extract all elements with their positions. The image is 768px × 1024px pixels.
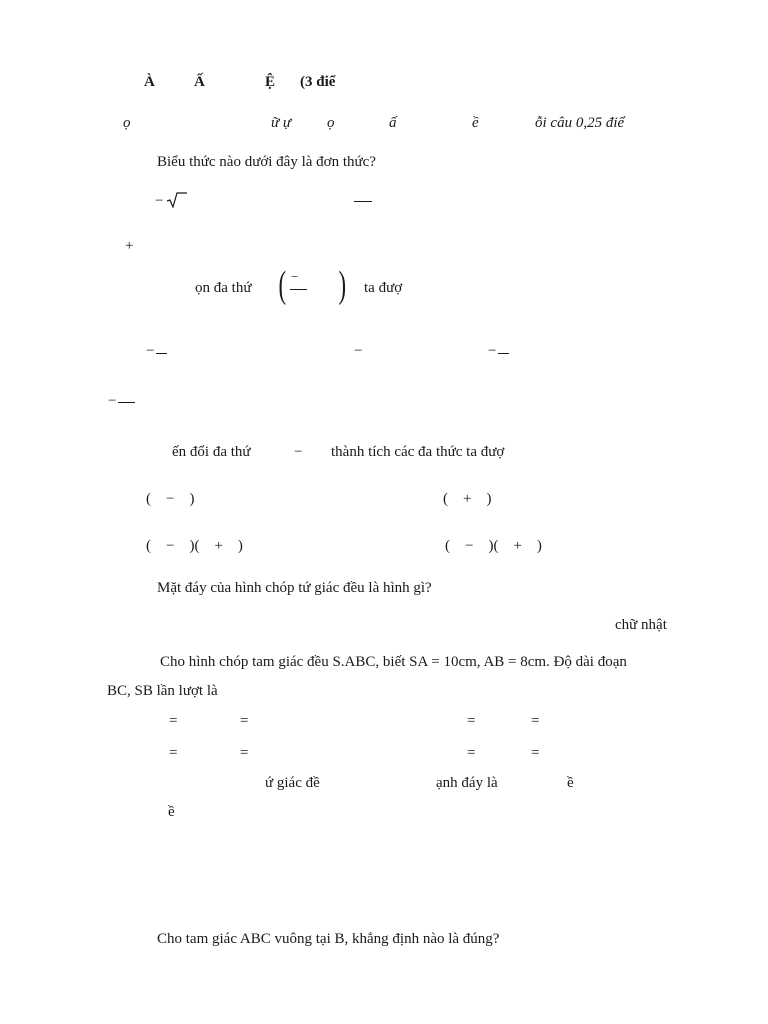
question-stem-line-2: BC, SB lần lượt là bbox=[107, 683, 218, 699]
question-stem-part: ạnh đáy là bbox=[436, 775, 498, 791]
option-text: chữ nhật bbox=[615, 617, 667, 633]
left-paren: ( bbox=[278, 264, 287, 306]
question-stem-part: ứ giác đề bbox=[265, 775, 320, 791]
heading-fragment: Ấ bbox=[194, 74, 205, 90]
fraction-minus: − bbox=[291, 269, 299, 284]
option-a-minus: − bbox=[146, 343, 155, 359]
equals-sign: = bbox=[169, 745, 178, 761]
question-stem-part: ề bbox=[567, 775, 574, 791]
question-stem: Biểu thức nào dưới đây là đơn thức? bbox=[157, 154, 376, 170]
equals-sign: = bbox=[467, 713, 476, 729]
question-stem-minus: − bbox=[294, 444, 303, 460]
fraction-bar bbox=[290, 289, 307, 290]
question-stem: Mặt đáy của hình chóp tứ giác đều là hình gì? bbox=[157, 580, 432, 596]
heading-fragment: À bbox=[144, 74, 155, 90]
option-b: ( + ) bbox=[443, 491, 492, 507]
option-c-plus: + bbox=[125, 238, 134, 254]
equals-sign: = bbox=[169, 713, 178, 729]
option-c-minus: − bbox=[488, 343, 497, 359]
equals-sign: = bbox=[240, 713, 249, 729]
equals-sign: = bbox=[531, 745, 540, 761]
option-a: ( − ) bbox=[146, 491, 195, 507]
equals-sign: = bbox=[467, 745, 476, 761]
heading-fragment: Ệ bbox=[265, 74, 276, 90]
option-b-minus: − bbox=[354, 343, 363, 359]
fraction-bar bbox=[156, 353, 167, 354]
question-stem-part: thành tích các đa thức ta đượ bbox=[331, 444, 505, 460]
instruction-fragment: ọ bbox=[327, 115, 335, 131]
option-d-minus: − bbox=[108, 393, 117, 409]
question-stem-part: ta đượ bbox=[364, 280, 403, 296]
instruction-scoring: ỗi câu 0,25 điể bbox=[535, 115, 625, 131]
option-c: ( − )( + ) bbox=[146, 538, 243, 554]
sqrt-icon bbox=[166, 192, 188, 208]
instruction-fragment: ọ bbox=[123, 115, 131, 131]
instruction-fragment: ấ bbox=[389, 115, 397, 131]
right-paren: ) bbox=[338, 264, 347, 306]
instruction-fragment: ề bbox=[472, 115, 479, 131]
fraction-bar bbox=[118, 402, 135, 403]
heading-points: (3 điể bbox=[300, 74, 336, 90]
equals-sign: = bbox=[240, 745, 249, 761]
equals-sign: = bbox=[531, 713, 540, 729]
question-stem: Cho tam giác ABC vuông tại B, khẳng định nào là đúng? bbox=[157, 931, 500, 947]
question-stem-part: ề bbox=[168, 804, 175, 820]
fraction-bar bbox=[498, 353, 509, 354]
question-stem-part: ến đổi đa thứ bbox=[172, 444, 251, 460]
question-stem-line-1: Cho hình chóp tam giác đều S.ABC, biết SA = 10cm, AB = 8cm. Độ dài đoạn bbox=[160, 654, 627, 670]
question-stem-part: ọn đa thứ bbox=[195, 280, 252, 296]
option-d: ( − )( + ) bbox=[445, 538, 542, 554]
option-a-minus: − bbox=[155, 193, 164, 209]
fraction-bar bbox=[354, 201, 372, 202]
instruction-fragment: ữ ự bbox=[271, 115, 292, 131]
